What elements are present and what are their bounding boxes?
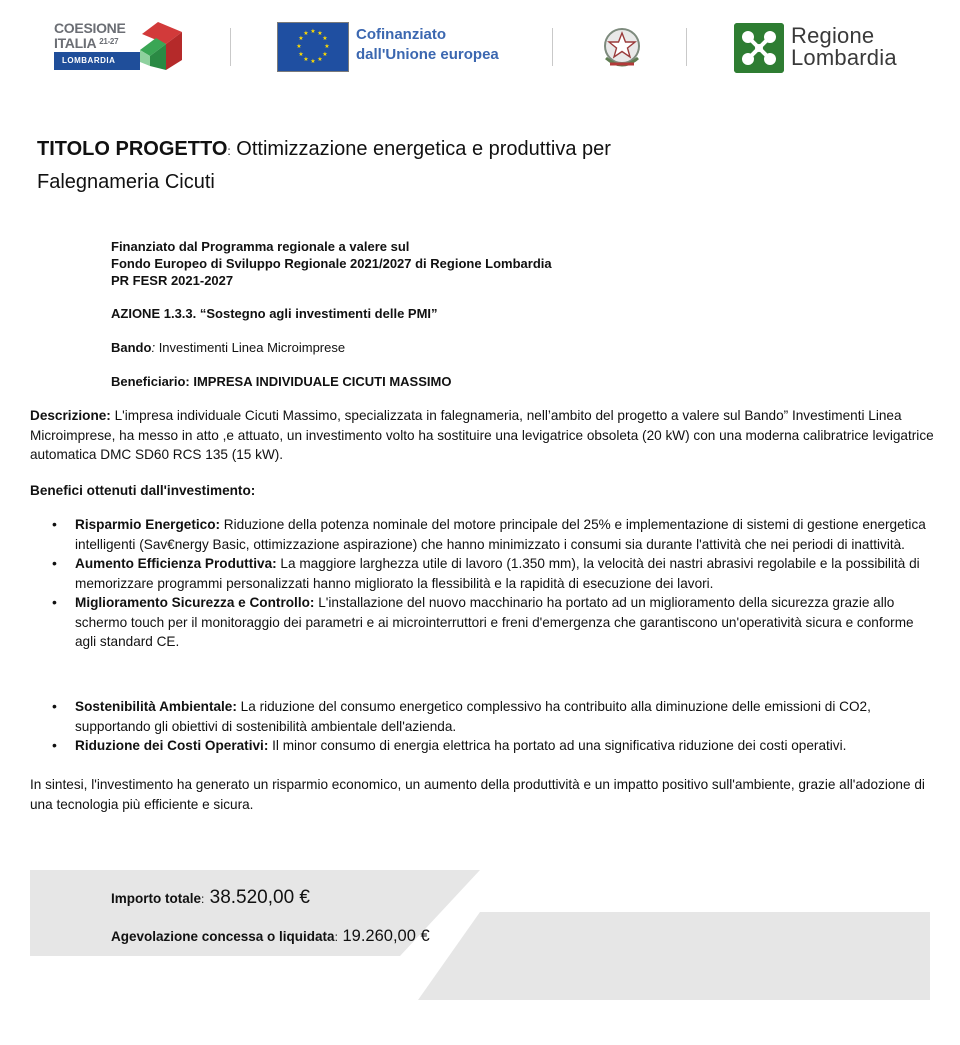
svg-text:★: ★ (303, 56, 309, 63)
lombardia-rose-icon (734, 23, 784, 73)
header-separator (552, 28, 553, 66)
footer-shape-right (418, 912, 930, 1000)
header-separator (230, 28, 231, 66)
beneficiario-line: Beneficiario: IMPRESA INDIVIDUALE CICUTI MASSIMO (111, 374, 452, 389)
funding-line-2: Fondo Europeo di Sviluppo Regionale 2021/2027 di Regione Lombardia (111, 256, 552, 271)
benefici-list-continued (30, 697, 935, 756)
azione-line: AZIONE 1.3.3. “Sostegno agli investimenti delle PMI” (111, 306, 438, 321)
coesione-logo-years: 21-27 (99, 37, 119, 46)
benefit-text: L'installazione del nuovo macchinario ha portato ad un miglioramento della sicurezza grazie allo schermo touch per il monitoraggio dei parametri e ai microinterruttori e freni d'emergenza che garantiscono un'operatività sicura e conforme agli standard CE. (75, 595, 914, 649)
list-item (75, 593, 935, 652)
benefit-label: Aumento Efficienza Produttiva: (75, 556, 277, 571)
importo-totale-value: 38.520,00 € (204, 887, 310, 908)
list-item (75, 515, 935, 554)
agevolazione-value: 19.260,00 € (337, 927, 430, 945)
coesione-logo-band: LOMBARDIA (54, 52, 140, 70)
project-title (37, 134, 737, 198)
benefit-label: Riduzione dei Costi Operativi: (75, 738, 269, 753)
svg-text:★: ★ (296, 43, 302, 50)
bando-line (111, 339, 345, 356)
descrizione-text: L'impresa individuale Cicuti Massimo, specializzata in falegnameria, nell’ambito del progetto a valere sul Bando” Investimenti Linea Microimprese, ha messo in atto ,e attuato, un investimento volto ha sostituire una levigatrice obsoleta (20 kW) con una moderna calibratrice levigatrice automatica DMC SD60 RCS 135 (15 kW). (30, 408, 934, 462)
project-title-separator: : (227, 144, 231, 158)
svg-text:★: ★ (310, 58, 316, 65)
descrizione-label: Descrizione: (30, 408, 111, 423)
agevolazione-separator: : (334, 930, 338, 944)
svg-text:★: ★ (298, 35, 304, 42)
eu-stars-icon (278, 23, 348, 71)
bando-value: Investimenti Linea Microimprese (155, 340, 346, 355)
header-separator (686, 28, 687, 66)
benefit-text: Riduzione della potenza nominale del motore principale del 25% e implementazione di sistemi di gestione energetica intelligenti (Sav€nergy Basic, ottimizzazione aspirazione) che hanno minimizzato i consumi sia durante l'attività che nei periodi di inattività. (75, 517, 926, 552)
repubblica-italiana-emblem-icon (600, 24, 644, 72)
svg-text:★: ★ (317, 56, 323, 63)
regione-logo-text-line2: Lombardia (791, 45, 897, 70)
svg-text:★: ★ (324, 43, 330, 50)
bando-label: Bando (111, 340, 152, 355)
benefit-label: Miglioramento Sicurezza e Controllo: (75, 595, 315, 610)
bando-separator: : (151, 340, 156, 355)
funding-line-1: Finanziato dal Programma regionale a valere sul (111, 239, 410, 254)
regione-lombardia-logo (734, 21, 914, 75)
benefit-label: Risparmio Energetico: (75, 517, 221, 532)
coesione-logo-text-line1: COESIONE (54, 20, 126, 36)
project-title-label: TITOLO PROGETTO (37, 138, 228, 160)
benefit-label: Sostenibilità Ambientale: (75, 699, 237, 714)
agevolazione-concessa (111, 927, 430, 946)
eu-flag-icon (277, 22, 349, 72)
importo-totale (111, 887, 310, 909)
coesione-arrow-mark-icon (136, 20, 186, 72)
benefit-text: Il minor consumo di energia elettrica ha portato ad una significativa riduzione dei costi operativi. (268, 738, 847, 753)
svg-text:★: ★ (322, 35, 328, 42)
svg-text:★: ★ (303, 30, 309, 37)
sintesi-paragraph: In sintesi, l'investimento ha generato un risparmio economico, un aumento della produttività e un impatto positivo sull'ambiente, grazie all'adozione di una tecnologia più efficiente e sicura. (30, 777, 925, 812)
coesione-italia-logo (52, 20, 184, 74)
descrizione-paragraph (30, 406, 935, 465)
svg-text:★: ★ (310, 28, 316, 35)
agevolazione-label: Agevolazione concessa o liquidata (111, 929, 335, 944)
regione-logo-text-line1: Regione (791, 23, 875, 48)
importo-totale-label: Importo totale (111, 891, 201, 906)
funding-line-3: PR FESR 2021-2027 (111, 273, 234, 288)
benefit-text: La riduzione del consumo energetico complessivo ha contribuito alla diminuzione delle emissioni di CO2, supportando gli obiettivi di sostenibilità ambientale dell'azienda. (75, 699, 871, 734)
funding-block (111, 238, 811, 289)
svg-text:★: ★ (322, 51, 328, 58)
svg-text:★: ★ (317, 30, 323, 37)
benefici-list (30, 515, 935, 652)
eu-cofinanziato-logo (277, 22, 517, 74)
list-item (75, 554, 935, 593)
list-item (75, 736, 935, 756)
list-item (75, 697, 935, 736)
benefici-heading: Benefici ottenuti dall'investimento: (30, 483, 256, 498)
eu-logo-text-line2: dall'Unione europea (356, 46, 499, 63)
eu-logo-text-line1: Cofinanziato (356, 26, 446, 43)
project-title-text: Ottimizzazione energetica e produttiva per Falegnameria Cicuti (37, 138, 611, 193)
svg-text:★: ★ (298, 51, 304, 58)
benefit-text: La maggiore larghezza utile di lavoro (1.350 mm), la velocità dei nastri abrasivi regolabile e la possibilità di memorizzare programmi personalizzati hanno migliorato la flessibilità e la rapidità di esecuzione dei lavori. (75, 556, 920, 591)
coesione-logo-text-line2: ITALIA (54, 35, 97, 51)
importo-totale-separator: : (201, 892, 205, 906)
